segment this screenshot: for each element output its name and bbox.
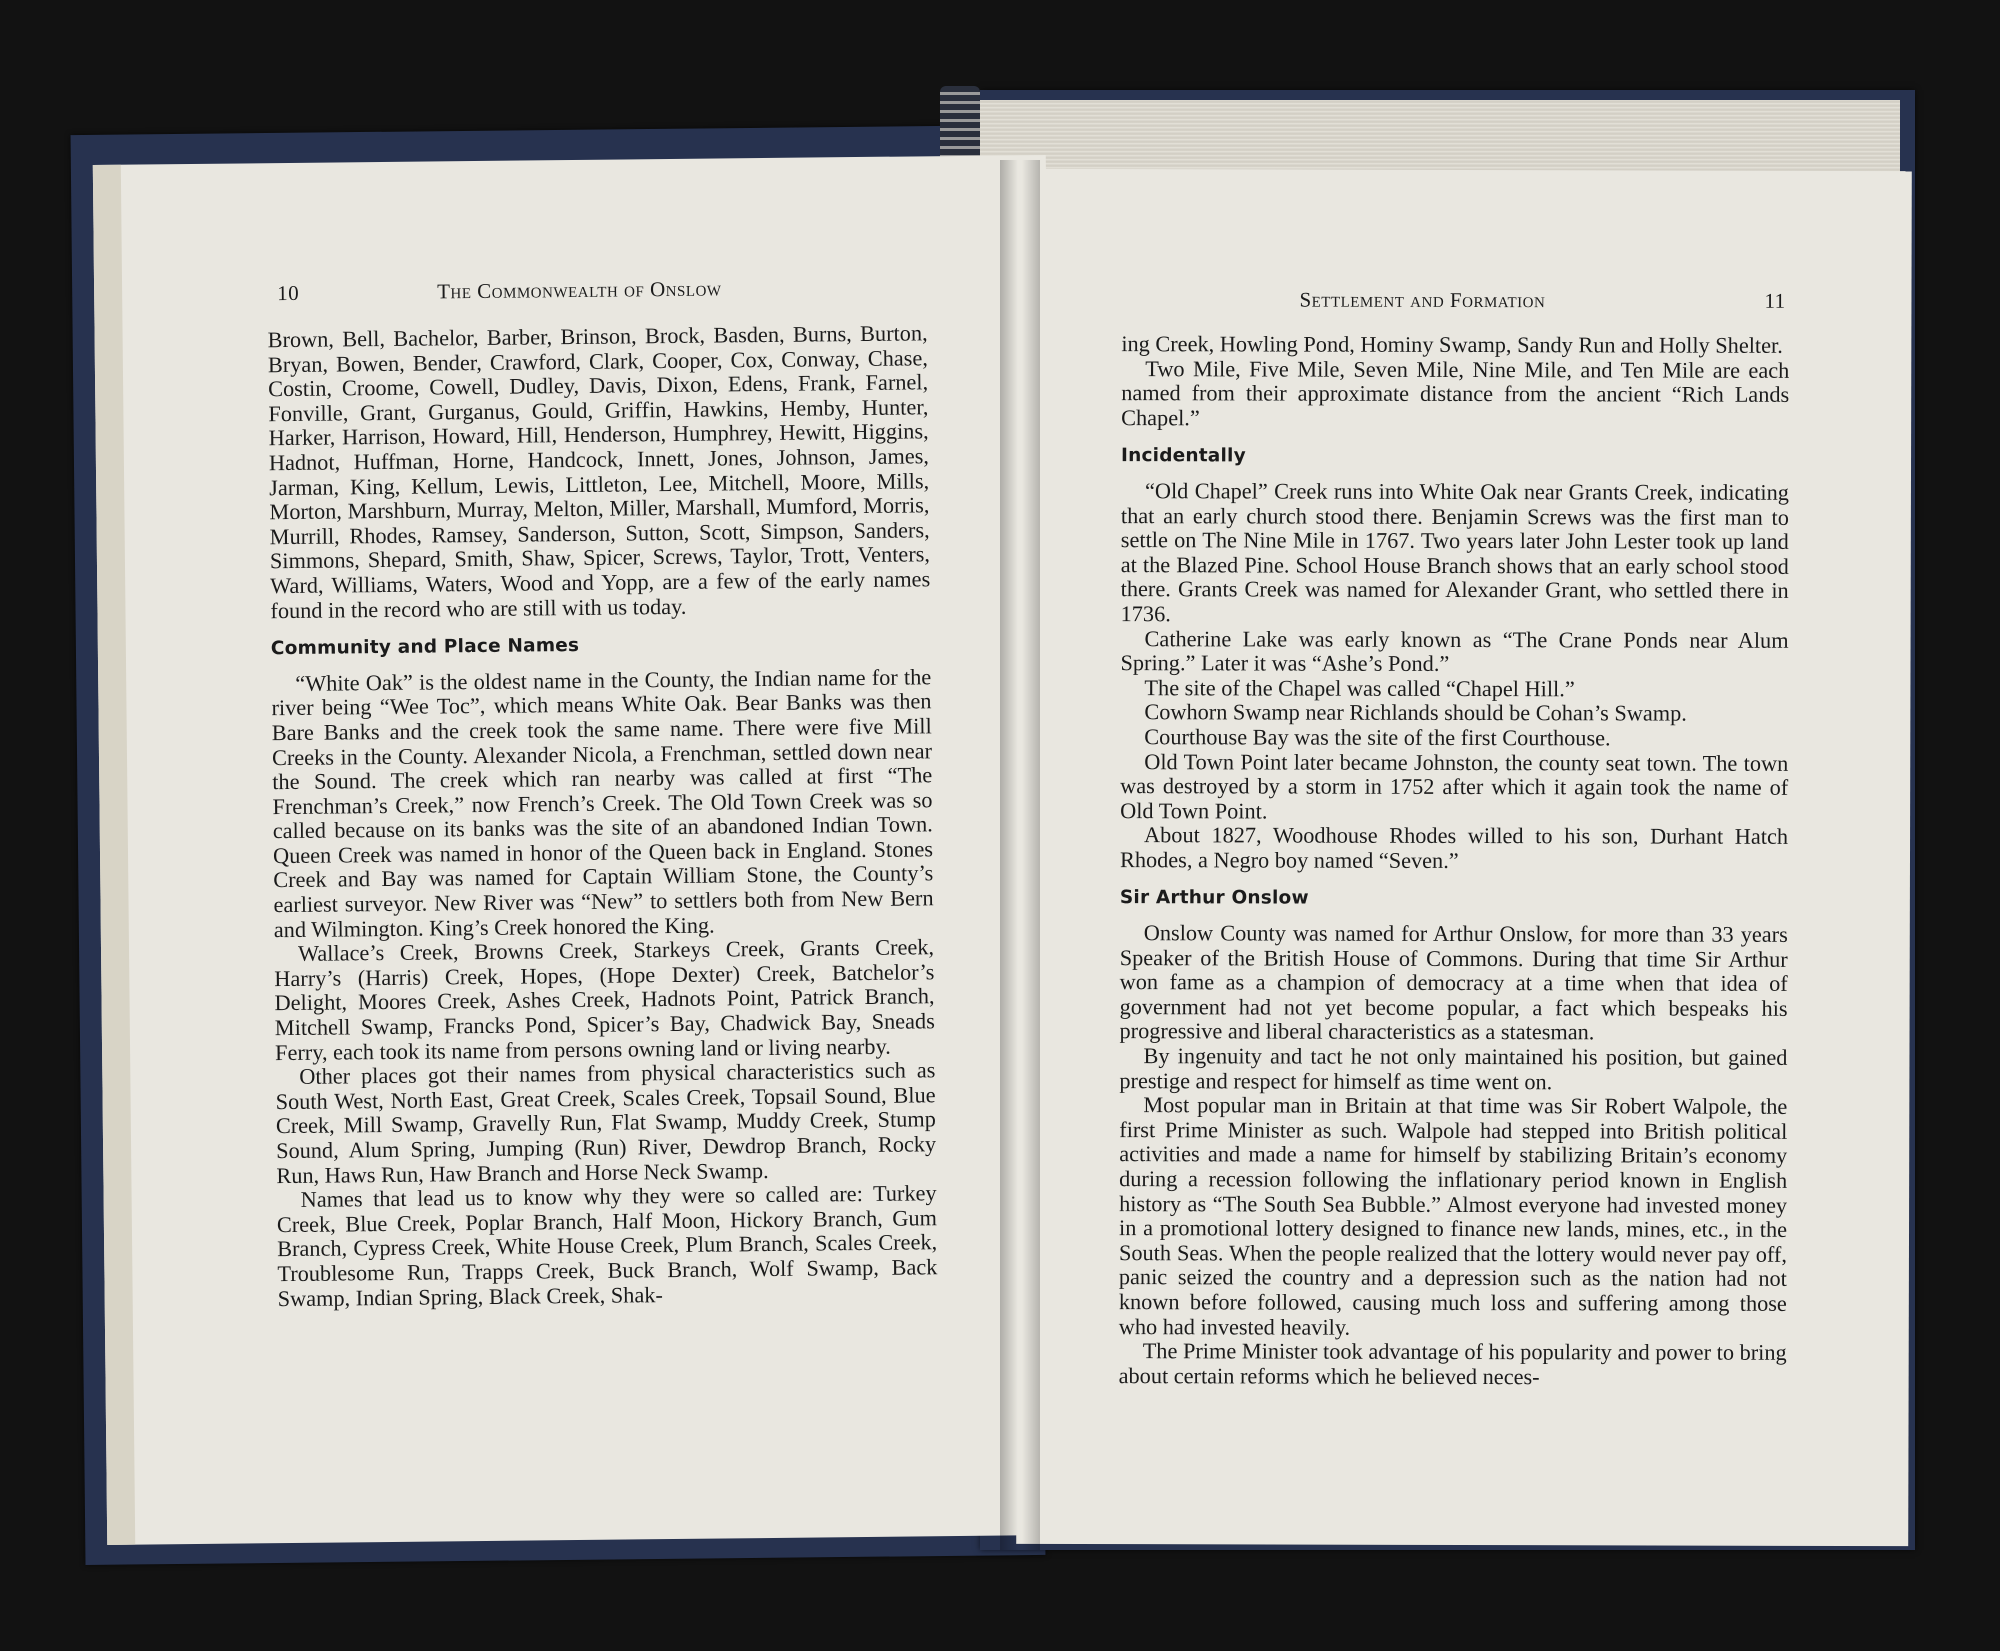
right-running-title: Settlement and Formation	[1299, 287, 1546, 313]
paragraph: By ingenuity and tact he not only maintained his position, but gained prestige and respect for himself as time went on.	[1119, 1043, 1788, 1094]
section-heading: Incidentally	[1121, 445, 1246, 467]
paragraph: “Old Chapel” Creek runs into White Oak near Grants Creek, indicating that an early church stood there. Benjamin Screws was the first man to settle on The Nine Mile in 1767. Two years later John Lester took up land at the Blazed Pine. School House Branch shows that an early school stood there. Grants Creek was named for Alexander Grant, who settled there in 1736.	[1120, 478, 1789, 627]
paragraph: Most popular man in Britain at that time was Sir Robert Walpole, the first Prime Minister as such. Walpole had stepped into British political activities and made a name for himself by stabilizing Britain’s economy during a recession following the inflationary period known in English history as “The South Sea Bubble.” Almost everyone had invested money in a promotional lottery designed to finance new lands, mines, etc., in the South Seas. When the people realized that the lottery would never pay off, panic seized the country and a depression such as the nation had not known before followed, causing much loss and suffering among those who had invested heavily.	[1118, 1092, 1788, 1340]
section-heading: Sir Arthur Onslow	[1119, 887, 1309, 910]
right-page-number: 11	[1764, 288, 1786, 313]
paragraph: The Prime Minister took advantage of his popularity and power to bring about certain reforms which he believed neces-	[1118, 1338, 1787, 1389]
paragraph: Two Mile, Five Mile, Seven Mile, Nine Mile, and Ten Mile are each named from their approximate distance from the ancient “Rich Lands Chapel.”	[1121, 355, 1790, 431]
left-page	[93, 155, 1060, 1545]
paragraph: Cowhorn Swamp near Richlands should be Cohan’s Swamp.	[1144, 699, 1687, 726]
left-running-title: The Commonwealth of Onslow	[437, 276, 722, 304]
paragraph: Names that lead us to know why they were so called are: Turkey Creek, Blue Creek, Poplar Branch, Half Moon, Hickory Branch, Gum Branch, Cypress Creek, White House Creek, Plum Branch, Scales Creek, Troublesome Run, Trapps Creek, Buck Branch, Wolf Swamp, Back Swamp, Indian Spring, Black Creek, Shak-	[276, 1180, 938, 1311]
left-page-number: 10	[277, 280, 300, 306]
paragraph: “White Oak” is the oldest name in the County, the Indian name for the river being “Wee Toc”, which means White Oak. Bear Banks was then Bare Banks and the creek took the same name. There were five Mill Creeks in the County. Alexander Nicola, a Frenchman, settled down near the Sound. The creek which ran nearby was called at first “The Frenchman’s Creek,” now French’s Creek. The Old Town Creek was so called because on its banks was the site of an abandoned Indian Town. Queen Creek was named in honor of the Queen back in England. Stones Creek and Bay was named for Captain William Stone, the County’s earliest surveyor. New River was “New” to settlers both from New Bern and Wilmington. King’s Creek honored the King.	[271, 663, 934, 942]
section-heading: Community and Place Names	[270, 635, 580, 660]
paragraph: Brown, Bell, Bachelor, Barber, Brinson, Brock, Basden, Burns, Burton, Bryan, Bowen, Bender, Crawford, Clark, Cooper, Cox, Conway, Chase, Costin, Croome, Cowell, Dudley, Davis, Dixon, Edens, Frank, Farnel, Fonville, Grant, Gurganus, Gould, Griffin, Hawkins, Hemby, Hunter, Harker, Harrison, Howard, Hill, Henderson, Humphrey, Hewitt, Higgins, Hadnot, Huffman, Horne, Handcock, Innett, Jones, Johnson, James, Jarman, King, Kellum, Lewis, Littleton, Lee, Mitchell, Moore, Mills, Morton, Marshburn, Murray, Melton, Miller, Marshall, Mumford, Morris, Murrill, Rhodes, Ramsey, Sanderson, Sutton, Scott, Simpson, Sanders, Simmons, Shepard, Smith, Shaw, Spicer, Screws, Taylor, Trott, Venters, Ward, Williams, Waters, Wood and Yopp, are a few of the early names found in the record who are still with us today.	[267, 320, 931, 623]
paragraph: Wallace’s Creek, Browns Creek, Starkeys Creek, Grants Creek, Harry’s (Harris) Creek, Hopes, (Hope Dexter) Creek, Batchelor’s Delight, Moores Creek, Ashes Creek, Hadnots Point, Patrick Branch, Mitchell Swamp, Francks Pond, Spicer’s Bay, Chadwick Bay, Sneads Ferry, each took its name from persons owning land or living nearby.	[274, 934, 935, 1065]
paragraph: Courthouse Bay was the site of the first Courthouse.	[1144, 724, 1611, 751]
left-page-body	[268, 321, 938, 1311]
page-edges	[960, 100, 1900, 180]
paragraph: About 1827, Woodhouse Rhodes willed to his son, Durhant Hatch Rhodes, a Negro boy named “Seven.”	[1119, 822, 1789, 873]
paragraph: Other places got their names from physical characteristics such as South West, North East, Great Creek, Scales Creek, Topsail Sound, Blue Creek, Mill Swamp, Gravelly Run, Flat Swamp, Muddy Creek, Stump Sound, Alum Spring, Jumping (Run) River, Dewdrop Branch, Rocky Run, Haws Run, Haw Branch and Horse Neck Swamp.	[275, 1057, 937, 1188]
paragraph: Onslow County was named for Arthur Onslow, for more than 33 years Speaker of the British House of Commons. During that time Sir Arthur won fame as a champion of democracy at a time when that idea of government had not yet become popular, a fact which bespeaks his progressive and liberal characteristics as a statesman.	[1119, 920, 1788, 1045]
right-page-body	[1119, 332, 1790, 1390]
paragraph: The site of the Chapel was called “Chapel Hill.”	[1144, 674, 1575, 702]
paragraph: ing Creek, Howling Pond, Hominy Swamp, Sandy Run and Holly Shelter.	[1121, 331, 1783, 358]
paragraph: Old Town Point later became Johnston, the county seat town. The town was destroyed by a storm in 1752 after which it again took the name of Old Town Point.	[1120, 748, 1789, 824]
right-page	[1016, 169, 1912, 1546]
paragraph: Catherine Lake was early known as “The Crane Ponds near Alum Spring.” Later it was “Ashe’s Pond.”	[1120, 625, 1789, 677]
